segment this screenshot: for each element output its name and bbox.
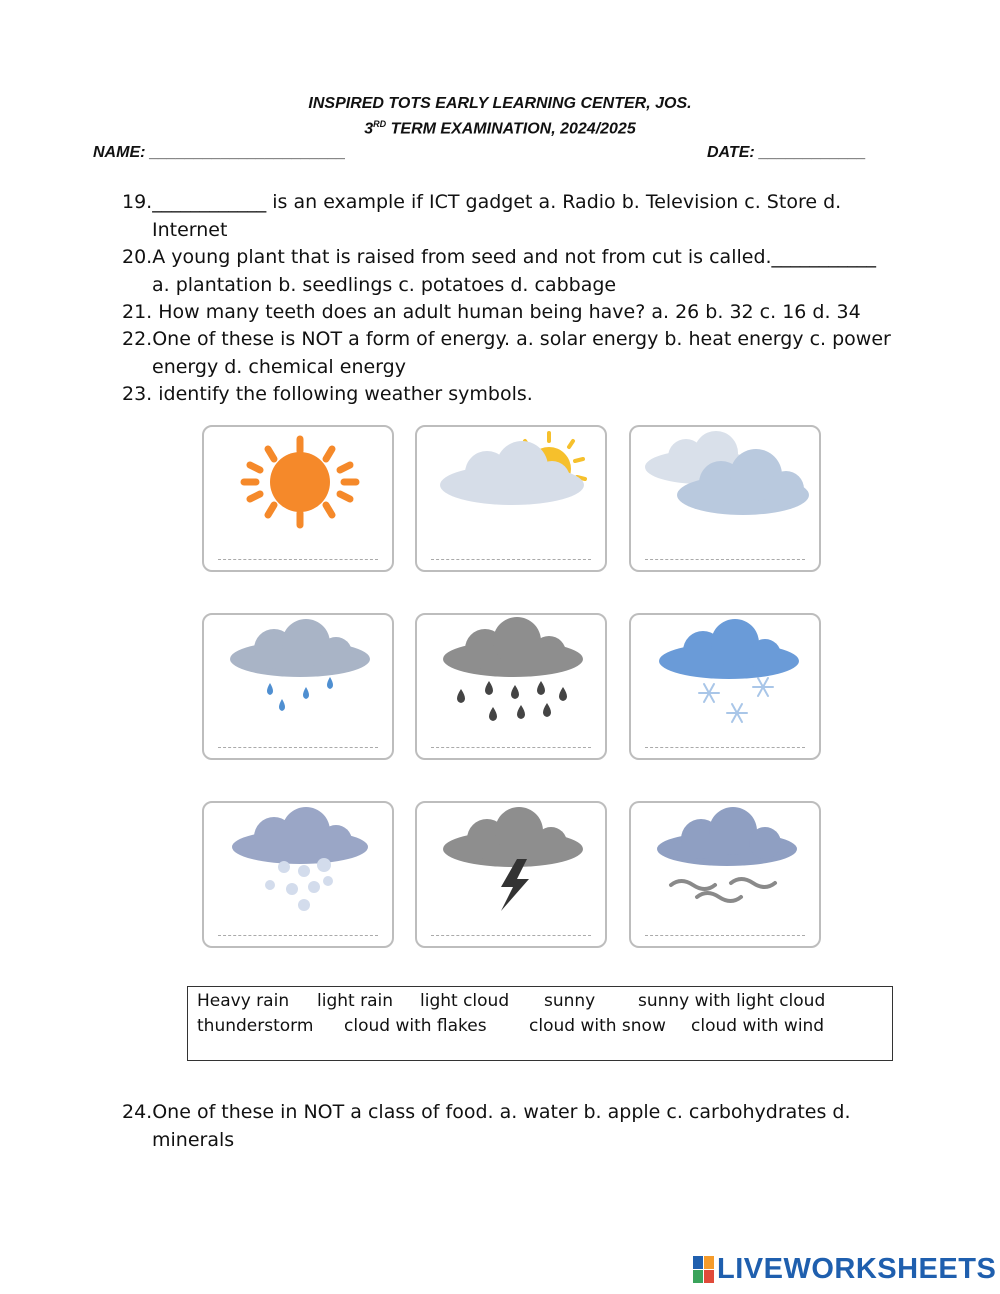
word-sunny-with-light-cloud[interactable]: sunny with light cloud (638, 991, 826, 1011)
question-19: 19.____________ is an example if ICT gadget a. Radio b. Television c. Store d. Internet (122, 191, 842, 241)
exam-title: 3RD TERM EXAMINATION, 2024/2025 (364, 119, 636, 138)
name-field[interactable]: NAME: ______________________ (93, 144, 346, 161)
weather-card-2 (415, 425, 607, 572)
word-light-rain[interactable]: light rain (317, 991, 393, 1011)
weather-card-7 (202, 801, 394, 948)
weather-card-9 (629, 801, 821, 948)
answer-line[interactable] (645, 935, 805, 936)
word-cloud-with-wind[interactable]: cloud with wind (691, 1016, 825, 1036)
answer-line[interactable] (431, 935, 591, 936)
weather-card-8 (415, 801, 607, 948)
thunderstorm-cloud-icon (417, 803, 609, 950)
answer-line[interactable] (431, 747, 591, 748)
word-light-cloud[interactable]: light cloud (420, 991, 510, 1011)
date-field[interactable]: DATE: ____________ (707, 144, 866, 161)
sun-behind-cloud-icon (417, 427, 609, 574)
two-clouds-icon (631, 427, 823, 574)
answer-line[interactable] (218, 559, 378, 560)
weather-card-4 (202, 613, 394, 760)
question-21: 21. How many teeth does an adult human being have? a. 26 b. 32 c. 16 d. 34 (122, 301, 861, 323)
question-22: 22.One of these is NOT a form of energy. a. solar energy b. heat energy c. power energy d. chemical energy (122, 328, 891, 378)
answer-line[interactable] (218, 935, 378, 936)
word-sunny[interactable]: sunny (544, 991, 596, 1011)
weather-card-3 (629, 425, 821, 572)
word-cloud-with-flakes[interactable]: cloud with flakes (344, 1016, 487, 1036)
question-23: 23. identify the following weather symbols. (122, 383, 533, 405)
answer-line[interactable] (645, 559, 805, 560)
answer-line[interactable] (431, 559, 591, 560)
weather-card-6 (629, 613, 821, 760)
answer-line[interactable] (218, 747, 378, 748)
question-24: 24.One of these in NOT a class of food. a. water b. apple c. carbohydrates d. minerals (122, 1101, 851, 1151)
word-cloud-with-snow[interactable]: cloud with snow (529, 1016, 666, 1036)
live-badge-icon (693, 1256, 715, 1284)
light-rain-cloud-icon (204, 615, 396, 762)
word-thunderstorm[interactable]: thunderstorm (197, 1016, 314, 1036)
school-title: INSPIRED TOTS EARLY LEARNING CENTER, JOS. (308, 95, 692, 112)
weather-card-1 (202, 425, 394, 572)
question-20: 20.A young plant that is raised from seed and not from cut is called.___________ a. plantation b. seedlings c. potatoes d. cabbage (122, 246, 877, 296)
answer-line[interactable] (645, 747, 805, 748)
word-heavy-rain[interactable]: Heavy rain (197, 991, 290, 1011)
wind-cloud-icon (631, 803, 823, 950)
heavy-rain-cloud-icon (417, 615, 609, 762)
flakes-cloud-icon (204, 803, 396, 950)
word-bank (187, 986, 893, 1061)
weather-card-5 (415, 613, 607, 760)
sun-icon (204, 427, 396, 574)
snow-cloud-icon (631, 615, 823, 762)
